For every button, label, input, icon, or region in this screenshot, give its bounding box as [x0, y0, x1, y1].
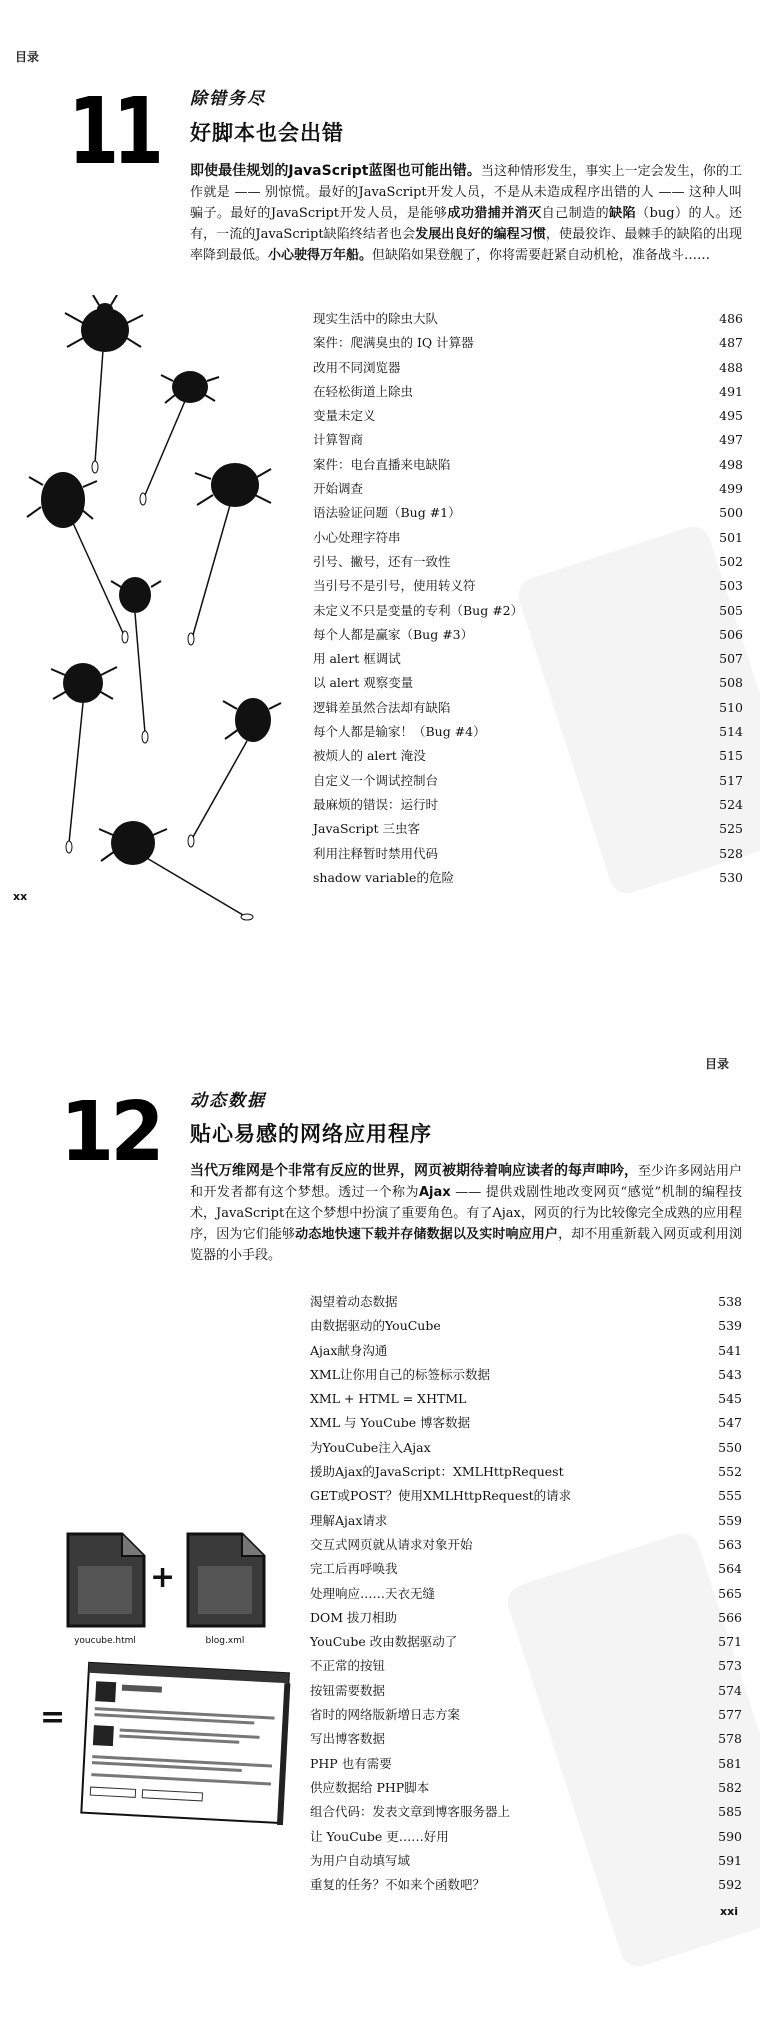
toc-entry-label: 每个人都是赢家（Bug #3）: [313, 626, 474, 642]
toc-entry-label: 被烦人的 alert 淹没: [313, 748, 426, 764]
toc-entry-page: 525: [719, 821, 743, 837]
toc-entry: [313, 550, 743, 574]
chapter-11-toc: [313, 307, 743, 890]
toc-entry-page: 495: [719, 408, 743, 424]
toc-entry: [313, 696, 743, 720]
toc-entry-label: 援助Ajax的JavaScript：XMLHttpRequest: [310, 1464, 564, 1480]
toc-entry-page: 547: [718, 1415, 742, 1431]
toc-entry-label: 计算智商: [313, 432, 364, 448]
toc-entry: [310, 1314, 742, 1338]
toc-entry-label: PHP 也有需要: [310, 1755, 392, 1771]
toc-entry-label: 处理响应……天衣无缝: [310, 1585, 436, 1601]
toc-entry-label: 开始调查: [313, 481, 364, 497]
toc-entry-page: 486: [719, 311, 743, 326]
toc-entry-page: 563: [718, 1536, 742, 1552]
toc-entry: [313, 817, 743, 841]
toc-entry-label: shadow variable的危险: [313, 869, 454, 885]
bottom-header: 目录: [705, 1057, 730, 1071]
bug-icon: [111, 577, 161, 743]
toc-entry: [313, 380, 743, 404]
toc-entry-page: 498: [719, 456, 743, 472]
toc-entry-page: 514: [719, 724, 743, 740]
toc-entry-label: 理解Ajax请求: [310, 1512, 388, 1528]
toc-entry: [313, 356, 743, 380]
toc-entry-page: 497: [719, 432, 743, 448]
toc-entry: [310, 1606, 742, 1630]
toc-entry-label: 为用户自动填写域: [310, 1852, 411, 1868]
toc-entry-page: 539: [718, 1318, 742, 1334]
toc-entry: [310, 1533, 742, 1557]
bug-icon: [51, 663, 117, 853]
toc-entry-page: 487: [719, 335, 743, 351]
toc-entry-label: 最麻烦的错误：运行时: [313, 796, 439, 812]
toc-entry: [310, 1339, 742, 1363]
toc-entry-label: DOM 拔刀相助: [310, 1609, 398, 1625]
bug-icon: [65, 295, 143, 473]
toc-entry-label: 重复的任务？不如来个函数吧？: [310, 1877, 486, 1893]
toc-entry-label: YouCube 改由数据驱动了: [310, 1634, 458, 1650]
toc-entry-label: 变量未定义: [313, 408, 376, 424]
bug-icon: [188, 698, 281, 847]
toc-entry-page: 581: [718, 1755, 742, 1771]
toc-entry: [313, 866, 743, 890]
toc-entry: [313, 769, 743, 793]
toc-entry-label: 让 YouCube 更……好用: [310, 1828, 449, 1844]
toc-entry: [313, 331, 743, 355]
document-icon: [60, 1530, 150, 1630]
toc-entry-page: 582: [718, 1779, 742, 1795]
toc-entry-label: 当引号不是引号，使用转义符: [313, 578, 476, 594]
toc-entry-page: 515: [719, 748, 743, 764]
toc-entry: [310, 1484, 742, 1508]
toc-entry: [310, 1582, 742, 1606]
toc-entry-page: 506: [719, 626, 743, 642]
toc-entry: [310, 1849, 742, 1873]
toc-entry: [313, 477, 743, 501]
toc-entry-label: 语法验证问题（Bug #1）: [313, 505, 461, 521]
toc-entry-page: 517: [719, 772, 743, 788]
toc-entry: [313, 623, 743, 647]
toc-entry-label: 利用注释暂时禁用代码: [313, 845, 439, 861]
chapter-11-number: 11: [68, 78, 158, 185]
toc-entry-page: 574: [718, 1682, 742, 1698]
toc-entry-page: 510: [719, 699, 743, 715]
toc-entry-page: 545: [718, 1391, 742, 1407]
toc-entry-label: 不正常的按钮: [310, 1658, 386, 1674]
bug-icon: [140, 371, 219, 505]
toc-entry-page: 491: [719, 383, 743, 399]
toc-entry: [310, 1654, 742, 1678]
bug-icon: [27, 472, 128, 643]
chapter-12-number: 12: [60, 1085, 161, 1180]
bug-illustration: [25, 295, 285, 935]
intro-lead: 即使最佳规划的JavaScript蓝图也可能出错。: [190, 163, 481, 179]
toc-entry-label: 在轻松街道上除虫: [313, 383, 414, 399]
toc-entry-page: 508: [719, 675, 743, 691]
intro-lead: 当代万维网是个非常有反应的世界，网页被期待着响应读者的每声呻吟，: [190, 1163, 638, 1179]
toc-entry-label: GET或POST？使用XMLHttpRequest的请求: [310, 1488, 572, 1504]
toc-entry: [310, 1509, 742, 1533]
toc-entry-label: 按钮需要数据: [310, 1682, 386, 1698]
top-page-number: xx: [13, 890, 28, 903]
toc-entry-label: 案件：爬满臭虫的 IQ 计算器: [313, 335, 474, 351]
toc-entry-page: 565: [718, 1585, 742, 1601]
toc-entry: [313, 526, 743, 550]
toc-entry-label: 组合代码：发表文章到博客服务器上: [310, 1804, 511, 1820]
toc-entry-label: 自定义一个调试控制台: [313, 772, 439, 788]
toc-entry: [310, 1436, 742, 1460]
toc-entry: [310, 1727, 742, 1751]
toc-entry: [310, 1825, 742, 1849]
toc-entry: [310, 1679, 742, 1703]
toc-entry-label: 小心处理字符串: [313, 529, 401, 545]
toc-entry-page: 505: [719, 602, 743, 618]
chapter-12-subtitle: 动态数据: [190, 1091, 266, 1111]
toc-entry-label: 现实生活中的除虫大队: [313, 311, 439, 326]
toc-entry-page: 550: [718, 1439, 742, 1455]
toc-entry-label: XML 与 YouCube 博客数据: [310, 1415, 471, 1431]
toc-entry-label: XML让你用自己的标签标示数据: [310, 1366, 490, 1382]
chapter-11-title: 好脚本也会出错: [190, 121, 344, 145]
toc-entry-page: 564: [718, 1561, 742, 1577]
toc-entry: [313, 599, 743, 623]
toc-entry-label: 写出博客数据: [310, 1731, 386, 1747]
top-header: 目录: [15, 50, 40, 64]
toc-entry: [313, 574, 743, 598]
toc-entry-label: 案件：电台直播来电缺陷: [313, 456, 451, 472]
toc-entry-page: 499: [719, 481, 743, 497]
document-icon: [180, 1530, 270, 1630]
toc-entry-page: 538: [718, 1294, 742, 1309]
toc-entry: [313, 793, 743, 817]
toc-entry-page: 573: [718, 1658, 742, 1674]
toc-entry-label: Ajax献身沟通: [310, 1342, 388, 1358]
toc-entry: [310, 1630, 742, 1654]
toc-entry-page: 571: [718, 1634, 742, 1650]
toc-entry: [313, 671, 743, 695]
toc-entry-page: 590: [718, 1828, 742, 1844]
toc-entry: [313, 453, 743, 477]
toc-entry: [310, 1387, 742, 1411]
toc-entry-label: 用 alert 框调试: [313, 651, 401, 667]
chapter-11-intro: 即使最佳规划的JavaScript蓝图也可能出错。当这种情形发生，事实上一定会发生，你的工作就是 —— 别惊慌。最好的JavaScript开发人员，不是从未造成程序出错的人 —— 这种人叫骗子。最好的JavaScript开发人员，是能够成功猎捕并消灭自己制造的缺陷（bug）的人。还有，一流的JavaScript缺陷终结者也会发展出良好的编程习惯，使最狡诈、最棘手的缺陷的出现率降到最低。小心驶得万年船。但缺陷如果登舰了，你将需要赶紧自动机枪，准备战斗……: [190, 163, 742, 263]
toc-entry: [310, 1703, 742, 1727]
file-youcube-html: [60, 1530, 150, 1646]
toc-entry: [310, 1411, 742, 1435]
toc-entry-page: 488: [719, 359, 743, 375]
toc-entry-label: 改用不同浏览器: [313, 359, 401, 375]
chapter-12-toc: [310, 1290, 742, 1897]
toc-entry-label: 以 alert 观察变量: [313, 675, 414, 691]
toc-entry-label: 省时的网络版新增日志方案: [310, 1707, 461, 1723]
toc-entry-label: 渴望着动态数据: [310, 1294, 398, 1309]
toc-entry: [310, 1363, 742, 1387]
file-label: blog.xml: [205, 1636, 245, 1646]
chapter-11-subtitle: 除错务尽: [190, 89, 266, 109]
toc-entry-label: 引号、撇号，还有一致性: [313, 553, 451, 569]
toc-entry-page: 543: [718, 1366, 742, 1382]
toc-entry: [310, 1460, 742, 1484]
toc-entry-page: 552: [718, 1464, 742, 1480]
toc-entry-label: XML + HTML = XHTML: [310, 1391, 467, 1407]
toc-entry: [310, 1800, 742, 1824]
plus-sign: +: [150, 1560, 176, 1595]
toc-entry-page: 555: [718, 1488, 742, 1504]
toc-entry-page: 530: [719, 869, 743, 885]
chapter-12-intro: 当代万维网是个非常有反应的世界，网页被期待着响应读者的每声呻吟，至少许多网站用户和开发者都有这个梦想。透过一个称为Ajax —— 提供戏剧性地改变网页“感觉”机制的编程技术，JavaScript在这个梦想中扮演了重要角色。有了Ajax，网页的行为比较像完全成熟的应用程序，因为它们能够动态地快速下载并存储数据以及实时响应用户，却不用重新载入网页或利用浏览器的小手段。: [190, 1163, 743, 1263]
toc-entry: [313, 720, 743, 744]
toc-entry: [313, 501, 743, 525]
toc-entry-page: 524: [719, 796, 743, 812]
toc-entry: [313, 647, 743, 671]
toc-entry-page: 541: [718, 1342, 742, 1358]
toc-entry-page: 592: [718, 1877, 742, 1893]
bottom-page-number: xxi: [720, 1905, 738, 1918]
toc-entry: [313, 404, 743, 428]
bug-icon: [99, 821, 253, 920]
equals-sign: =: [40, 1700, 66, 1735]
toc-entry: [310, 1752, 742, 1776]
toc-entry-page: 502: [719, 553, 743, 569]
toc-entry-label: 供应数据给 PHP脚本: [310, 1779, 430, 1795]
toc-entry: [313, 842, 743, 866]
toc-entry-label: 由数据驱动的YouCube: [310, 1318, 441, 1334]
toc-entry-page: 503: [719, 578, 743, 594]
toc-entry-label: 为YouCube注入Ajax: [310, 1439, 431, 1455]
toc-entry-label: JavaScript 三虫客: [313, 821, 421, 837]
toc-entry-label: 完工后再呼唤我: [310, 1561, 398, 1577]
toc-entry-page: 577: [718, 1707, 742, 1723]
toc-entry: [310, 1557, 742, 1581]
toc-entry-page: 501: [719, 529, 743, 545]
toc-entry: [310, 1873, 742, 1897]
toc-entry: [313, 307, 743, 331]
toc-entry-page: 566: [718, 1609, 742, 1625]
toc-entry: [313, 428, 743, 452]
file-label: youcube.html: [74, 1636, 136, 1646]
toc-entry-label: 交互式网页就从请求对象开始: [310, 1536, 473, 1552]
toc-entry-label: 每个人都是输家！（Bug #4）: [313, 724, 486, 740]
toc-entry-page: 559: [718, 1512, 742, 1528]
toc-entry-label: 逻辑差虽然合法却有缺陷: [313, 699, 451, 715]
chapter-12-title: 贴心易感的网络应用程序: [190, 1122, 432, 1146]
toc-entry-page: 500: [719, 505, 743, 521]
file-blog-xml: [180, 1530, 270, 1646]
toc-entry-page: 591: [718, 1852, 742, 1868]
toc-entry-label: 未定义不只是变量的专利（Bug #2）: [313, 602, 524, 618]
toc-entry: [313, 744, 743, 768]
browser-screenshot: [75, 1660, 297, 1830]
toc-entry: [310, 1776, 742, 1800]
toc-entry: [310, 1290, 742, 1314]
toc-entry-page: 578: [718, 1731, 742, 1747]
toc-entry-page: 585: [718, 1804, 742, 1820]
bug-icon: [188, 463, 271, 645]
toc-entry-page: 507: [719, 651, 743, 667]
toc-entry-page: 528: [719, 845, 743, 861]
